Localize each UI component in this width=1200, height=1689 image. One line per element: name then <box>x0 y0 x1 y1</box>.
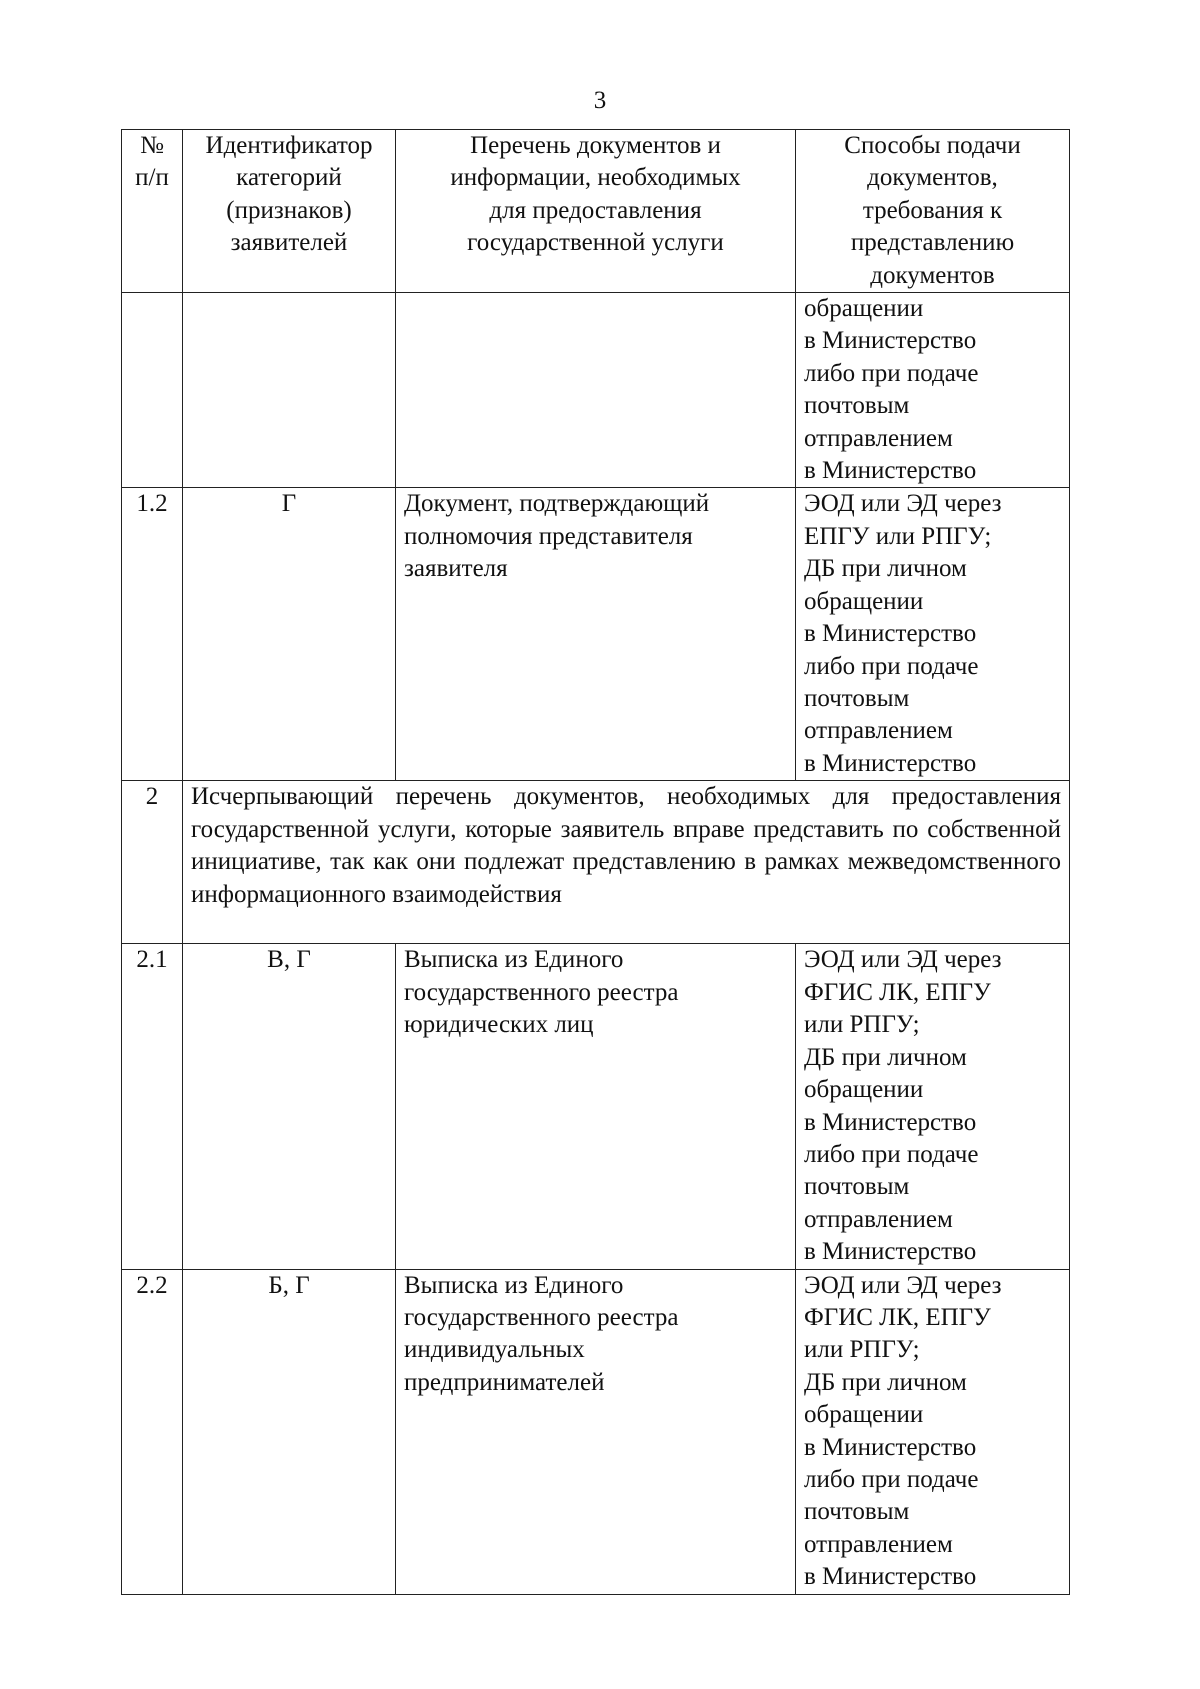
row-document: Выписка из Единого государственного реестра индивидуальных предпринимателей <box>396 1269 796 1594</box>
row-methods: ЭОД или ЭД через ФГИС ЛК, ЕПГУ или РПГУ; ДБ при личном обращении в Министерство либо при подаче почтовым отправлением в Министерство <box>796 944 1070 1269</box>
row-document: Документ, подтверждающий полномочия представителя заявителя <box>396 488 796 781</box>
table-row <box>122 293 1070 488</box>
row-category <box>183 293 396 488</box>
row-document: Выписка из Единого государственного реестра юридических лиц <box>396 944 796 1269</box>
row-number <box>122 293 183 488</box>
row-number: 2 <box>122 781 183 944</box>
table-row <box>122 944 1070 1269</box>
table-row <box>122 1269 1070 1594</box>
table-header-row <box>122 130 1070 293</box>
header-number: № п/п <box>122 130 183 293</box>
section-description: Исчерпывающий перечень документов, необходимых для предоставления государственной услуги, которые заявитель вправе представить по собственной инициативе, так как они подлежат представлению в рамках межведомственного информационного взаимодействия <box>183 781 1070 944</box>
row-document <box>396 293 796 488</box>
row-category: В, Г <box>183 944 396 1269</box>
row-methods: ЭОД или ЭД через ФГИС ЛК, ЕПГУ или РПГУ; ДБ при личном обращении в Министерство либо при подаче почтовым отправлением в Министерство <box>796 1269 1070 1594</box>
row-number: 2.2 <box>122 1269 183 1594</box>
page-number: 3 <box>593 87 607 114</box>
table-row <box>122 488 1070 781</box>
row-category: Г <box>183 488 396 781</box>
table-section-row <box>122 781 1070 944</box>
row-number: 1.2 <box>122 488 183 781</box>
header-document-list: Перечень документов и информации, необходимых для предоставления государственной услуги <box>396 130 796 293</box>
row-number: 2.1 <box>122 944 183 1269</box>
header-submission-methods: Способы подачи документов, требования к представлению документов <box>796 130 1070 293</box>
documents-table <box>121 129 1070 1595</box>
header-category-id: Идентификатор категорий (признаков) заявителей <box>183 130 396 293</box>
row-methods: обращении в Министерство либо при подаче почтовым отправлением в Министерство <box>796 293 1070 488</box>
row-methods: ЭОД или ЭД через ЕПГУ или РПГУ; ДБ при личном обращении в Министерство либо при подаче почтовым отправлением в Министерство <box>796 488 1070 781</box>
row-category: Б, Г <box>183 1269 396 1594</box>
